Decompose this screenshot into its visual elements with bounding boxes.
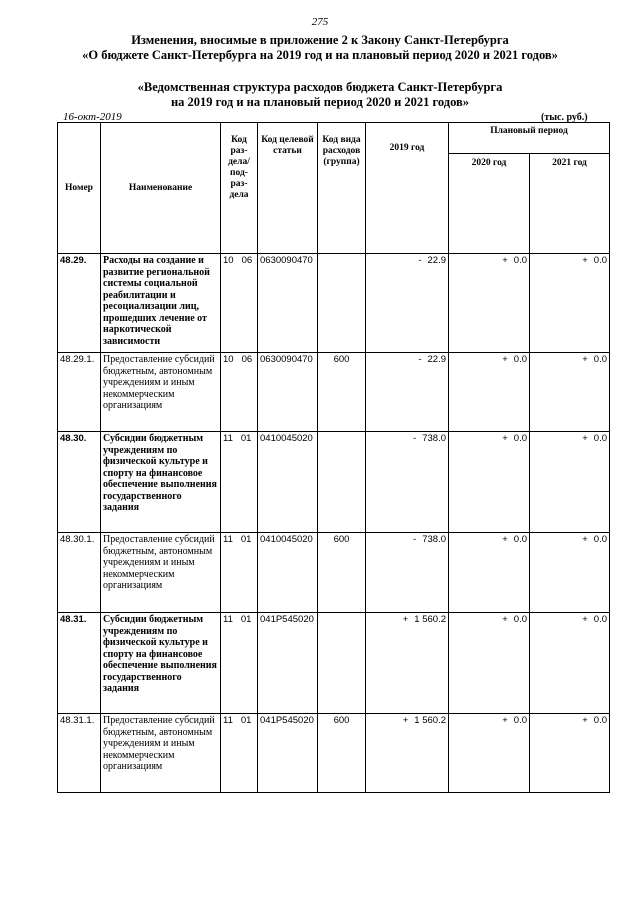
table-row (58, 533, 610, 613)
cell-podrazdel: 01 (240, 534, 252, 545)
cell-razdel: 11 (223, 614, 233, 625)
amount-value: 22.9 (427, 354, 446, 365)
cell-podrazdel: 06 (241, 255, 253, 266)
cell-2021 (530, 432, 610, 533)
header-expense-type: Код вида расходов (группа) (318, 123, 366, 254)
amount-sign: + (582, 614, 588, 625)
table-row (58, 613, 610, 714)
cell-section (221, 353, 258, 432)
amount-value: 0.0 (513, 715, 527, 726)
cell-2020 (449, 254, 530, 353)
amount-sign: + (502, 255, 508, 266)
cell-2019 (366, 613, 449, 714)
cell-target: 0630090470 (258, 353, 318, 432)
amount-sign: - (413, 433, 417, 444)
budget-table (57, 122, 610, 793)
cell-2020 (449, 432, 530, 533)
amount-value: 1 560.2 (414, 614, 446, 625)
cell-number: 48.30. (58, 432, 101, 533)
cell-2020 (449, 353, 530, 432)
cell-2021 (530, 714, 610, 793)
document-date: 16-окт-2019 (63, 111, 122, 123)
cell-section (221, 254, 258, 353)
cell-2020 (449, 714, 530, 793)
amount-value: 0.0 (513, 534, 527, 545)
cell-2019 (366, 533, 449, 613)
cell-number: 48.30.1. (58, 533, 101, 613)
cell-expense-type (318, 254, 366, 353)
amount-sign: - (418, 354, 422, 365)
cell-razdel: 11 (223, 715, 233, 726)
cell-2021 (530, 613, 610, 714)
amount-value: 0.0 (513, 614, 527, 625)
amount-sign: + (582, 715, 588, 726)
cell-2019 (366, 714, 449, 793)
header-target-code: Код целевой статьи (258, 123, 318, 254)
header-name: Наименование (101, 123, 221, 254)
header-2021: 2021 год (530, 154, 610, 254)
cell-expense-type: 600 (318, 353, 366, 432)
cell-number: 48.31. (58, 613, 101, 714)
title-line-4: на 2019 год и на плановый период 2020 и 2021 годов» (170, 95, 470, 109)
cell-razdel: 10 (223, 354, 234, 365)
title-line-2: «О бюджете Санкт-Петербурга на 2019 год и на плановый период 2020 и 2021 годов» (82, 48, 558, 62)
cell-number: 48.29. (58, 254, 101, 353)
title-line-1: Изменения, вносимые в приложение 2 к Закону Санкт-Петербурга (131, 33, 509, 47)
cell-podrazdel: 06 (241, 354, 253, 365)
cell-expense-type (318, 613, 366, 714)
cell-target: 0410045020 (258, 533, 318, 613)
cell-razdel: 11 (223, 534, 233, 545)
cell-name: Предоставление субсидий бюджетным, автономным учреждениям и иным некоммерческим организациям (101, 714, 221, 793)
cell-2020 (449, 613, 530, 714)
amount-value: 738.0 (422, 534, 446, 545)
amount-value: 0.0 (593, 354, 607, 365)
cell-section (221, 613, 258, 714)
amount-sign: + (582, 534, 588, 545)
amount-value: 0.0 (593, 534, 607, 545)
cell-section (221, 533, 258, 613)
header-plan-period: Плановый период (449, 123, 610, 154)
cell-section (221, 714, 258, 793)
cell-expense-type (318, 432, 366, 533)
header-section-code: Код раз- дела/ под- раз- дела (221, 123, 258, 254)
cell-name: Предоставление субсидий бюджетным, автономным учреждениям и иным некоммерческим организациям (101, 533, 221, 613)
title-line-3: «Ведомственная структура расходов бюджета Санкт-Петербурга (137, 80, 503, 94)
cell-2019 (366, 254, 449, 353)
cell-podrazdel: 01 (240, 614, 252, 625)
cell-podrazdel: 01 (240, 433, 252, 444)
amount-value: 0.0 (593, 433, 607, 444)
cell-target: 041P545020 (258, 714, 318, 793)
cell-2021 (530, 533, 610, 613)
table-row (58, 432, 610, 533)
amount-value: 0.0 (593, 255, 607, 266)
amount-value: 738.0 (422, 433, 446, 444)
amount-sign: + (402, 715, 409, 726)
amount-value: 22.9 (427, 255, 446, 266)
cell-2019 (366, 432, 449, 533)
cell-podrazdel: 01 (240, 715, 252, 726)
header-number: Номер (58, 123, 101, 254)
page-number: 275 (311, 16, 329, 28)
cell-name: Субсидии бюджетным учреждениям по физической культуре и спорту на финансовое обеспечение выполнения государственного задания (101, 613, 221, 714)
amount-value: 0.0 (513, 255, 527, 266)
amount-sign: + (502, 614, 508, 625)
cell-2020 (449, 533, 530, 613)
amount-sign: + (502, 433, 508, 444)
amount-sign: - (413, 534, 417, 545)
amount-value: 0.0 (593, 614, 607, 625)
amount-sign: + (502, 715, 508, 726)
cell-razdel: 10 (223, 255, 234, 266)
cell-razdel: 11 (223, 433, 233, 444)
amount-sign: + (582, 255, 588, 266)
table-row (58, 254, 610, 353)
cell-name: Предоставление субсидий бюджетным, автономным учреждениям и иным некоммерческим организациям (101, 353, 221, 432)
cell-expense-type: 600 (318, 714, 366, 793)
cell-2021 (530, 254, 610, 353)
document-title (0, 33, 640, 63)
amount-value: 0.0 (513, 354, 527, 365)
amount-sign: + (502, 354, 508, 365)
cell-target: 0410045020 (258, 432, 318, 533)
amount-value: 1 560.2 (414, 715, 446, 726)
cell-section (221, 432, 258, 533)
cell-number: 48.29.1. (58, 353, 101, 432)
cell-2019 (366, 353, 449, 432)
header-2019: 2019 год (366, 123, 449, 254)
amount-sign: + (502, 534, 508, 545)
header-2020: 2020 год (449, 154, 530, 254)
cell-name: Расходы на создание и развитие региональной системы социальной реабилитации и ресоциализации лиц, прошедших лечение от наркотической зависимости (101, 254, 221, 353)
units-label: (тыс. руб.) (541, 112, 588, 123)
amount-sign: + (582, 354, 588, 365)
document-subtitle (0, 80, 640, 110)
amount-sign: - (418, 255, 422, 266)
amount-value: 0.0 (513, 433, 527, 444)
cell-target: 041P545020 (258, 613, 318, 714)
amount-value: 0.0 (593, 715, 607, 726)
table-row (58, 353, 610, 432)
cell-number: 48.31.1. (58, 714, 101, 793)
cell-2021 (530, 353, 610, 432)
table-row (58, 714, 610, 793)
amount-sign: + (582, 433, 588, 444)
amount-sign: + (402, 614, 409, 625)
cell-expense-type: 600 (318, 533, 366, 613)
cell-name: Субсидии бюджетным учреждениям по физической культуре и спорту на финансовое обеспечение выполнения государственного задания (101, 432, 221, 533)
cell-target: 0630090470 (258, 254, 318, 353)
